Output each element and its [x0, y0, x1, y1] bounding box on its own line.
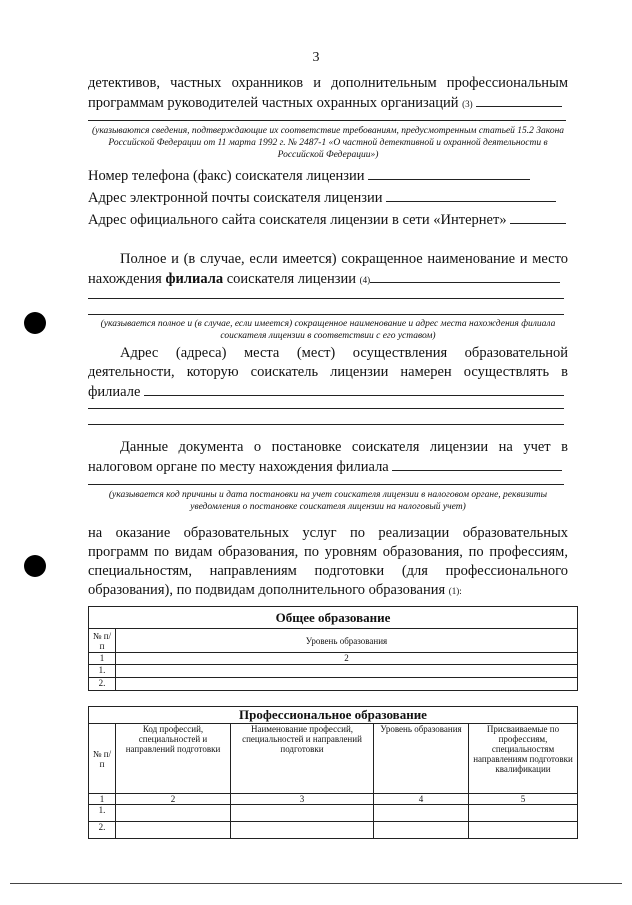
note-branch: (указывается полное и (в случае, если имеется) сокращенное наименование и адрес места нахождения филиала соискателя лицензии в соответствии с его уставом) — [100, 319, 556, 341]
general-education-title: Общее образование — [89, 607, 578, 629]
note-requirements: (указываются сведения, подтверждающие их соответствие требованиям, предусмотренным статьей 15.2 Закона Российской Федерации от 11 марта 1992 г. № 2487-1 «О частной детективной и охранной деятельности в Российской Федерации») — [91, 126, 565, 160]
email-label: Адрес электронной почты соискателя лицензии — [88, 190, 383, 206]
professional-row-cell — [469, 822, 578, 839]
intro-blank-line — [476, 93, 562, 107]
branch-field-line — [370, 269, 560, 283]
address-fill-line-2 — [88, 424, 564, 425]
professional-row-cell — [116, 822, 231, 839]
tax-field-line — [392, 457, 562, 471]
address-paragraph — [88, 344, 568, 402]
professional-col-no: № п/п — [89, 724, 116, 794]
professional-row-cell — [231, 805, 374, 822]
branch-word: филиала — [165, 271, 224, 287]
branch-name-paragraph — [88, 250, 568, 290]
phone-row — [88, 166, 568, 186]
professional-col-name: Наименование профессий, специальностей и направлений подготовки — [231, 724, 374, 794]
branch-fill-line-1 — [88, 298, 564, 299]
address-fill-line-1 — [88, 408, 564, 409]
general-col-no: № п/п — [89, 629, 116, 653]
branch-fill-line-2 — [88, 314, 564, 315]
professional-num-cell: 5 — [469, 794, 578, 805]
professional-num-cell: 1 — [89, 794, 116, 805]
services-ref: (1): — [448, 586, 462, 596]
general-col-level: Уровень образования — [116, 629, 578, 653]
general-num-cell: 2 — [116, 653, 578, 665]
address-text: Адрес (адреса) места (мест) осуществления образовательной деятельности, которую соискатель лицензии намерен осуществлять в филиале — [88, 345, 568, 400]
professional-col-qualification: Присваиваемые по профессиям, специальностям направлениям подготовки квалификации — [469, 724, 578, 794]
branch-name-text: Полное и (в случае, если имеется) сокращенное наименование и место нахождения — [88, 251, 568, 287]
professional-row-cell — [469, 805, 578, 822]
phone-field-line — [368, 166, 530, 180]
branch-name-text-2: соискателя лицензии — [226, 271, 356, 287]
professional-row-cell — [231, 822, 374, 839]
intro-text: детективов, частных охранников и дополнительным профессиональным программам руководителей частных охранных организаций — [88, 75, 568, 111]
professional-row-cell — [374, 805, 469, 822]
page-number: 3 — [312, 50, 320, 65]
professional-row-cell — [116, 805, 231, 822]
services-paragraph — [88, 524, 568, 601]
intro-ref: (3) — [462, 99, 473, 109]
general-row-cell — [116, 665, 578, 678]
professional-col-level: Уровень образования — [374, 724, 469, 794]
professional-education-table — [88, 706, 578, 839]
binder-hole-bottom — [24, 555, 46, 577]
note-tax: (указывается код причины и дата постановки на учет соискателя лицензии в налоговом органе, реквизиты уведомления о постановке соискателя лицензии на налоговый учет) — [108, 490, 548, 512]
professional-row-number: 2. — [89, 822, 116, 839]
general-education-table — [88, 606, 578, 691]
professional-num-cell: 2 — [116, 794, 231, 805]
general-num-cell: 1 — [89, 653, 116, 665]
email-row — [88, 188, 568, 208]
professional-col-code: Код профессий, специальностей и направлений подготовки — [116, 724, 231, 794]
professional-row-number: 1. — [89, 805, 116, 822]
tax-fill-line — [88, 484, 564, 485]
page-bottom-edge-line — [10, 883, 622, 884]
general-row-cell — [116, 678, 578, 691]
services-text: на оказание образовательных услуг по реализации образовательных программ по видам образования, по уровням образования, по профессиям, специальностям, направлениям подготовки (для профессионального образования), по подвидам дополнительного образования — [88, 525, 568, 598]
address-field-line — [144, 382, 564, 396]
intro-fill-line — [88, 120, 566, 121]
general-row-number: 1. — [89, 665, 116, 678]
intro-paragraph — [88, 74, 568, 114]
professional-num-cell: 3 — [231, 794, 374, 805]
phone-label: Номер телефона (факс) соискателя лицензии — [88, 168, 365, 184]
email-field-line — [386, 188, 556, 202]
tax-text: Данные документа о постановке соискателя лицензии на учет в налоговом органе по месту нахождения филиала — [88, 439, 568, 475]
website-field-line — [510, 210, 566, 224]
tax-paragraph — [88, 438, 568, 477]
website-label: Адрес официального сайта соискателя лицензии в сети «Интернет» — [88, 212, 507, 228]
professional-num-cell: 4 — [374, 794, 469, 805]
general-row-number: 2. — [89, 678, 116, 691]
website-row — [88, 210, 568, 230]
professional-education-title: Профессиональное образование — [89, 707, 578, 724]
professional-row-cell — [374, 822, 469, 839]
binder-hole-top — [24, 312, 46, 334]
branch-ref: (4) — [359, 275, 371, 285]
